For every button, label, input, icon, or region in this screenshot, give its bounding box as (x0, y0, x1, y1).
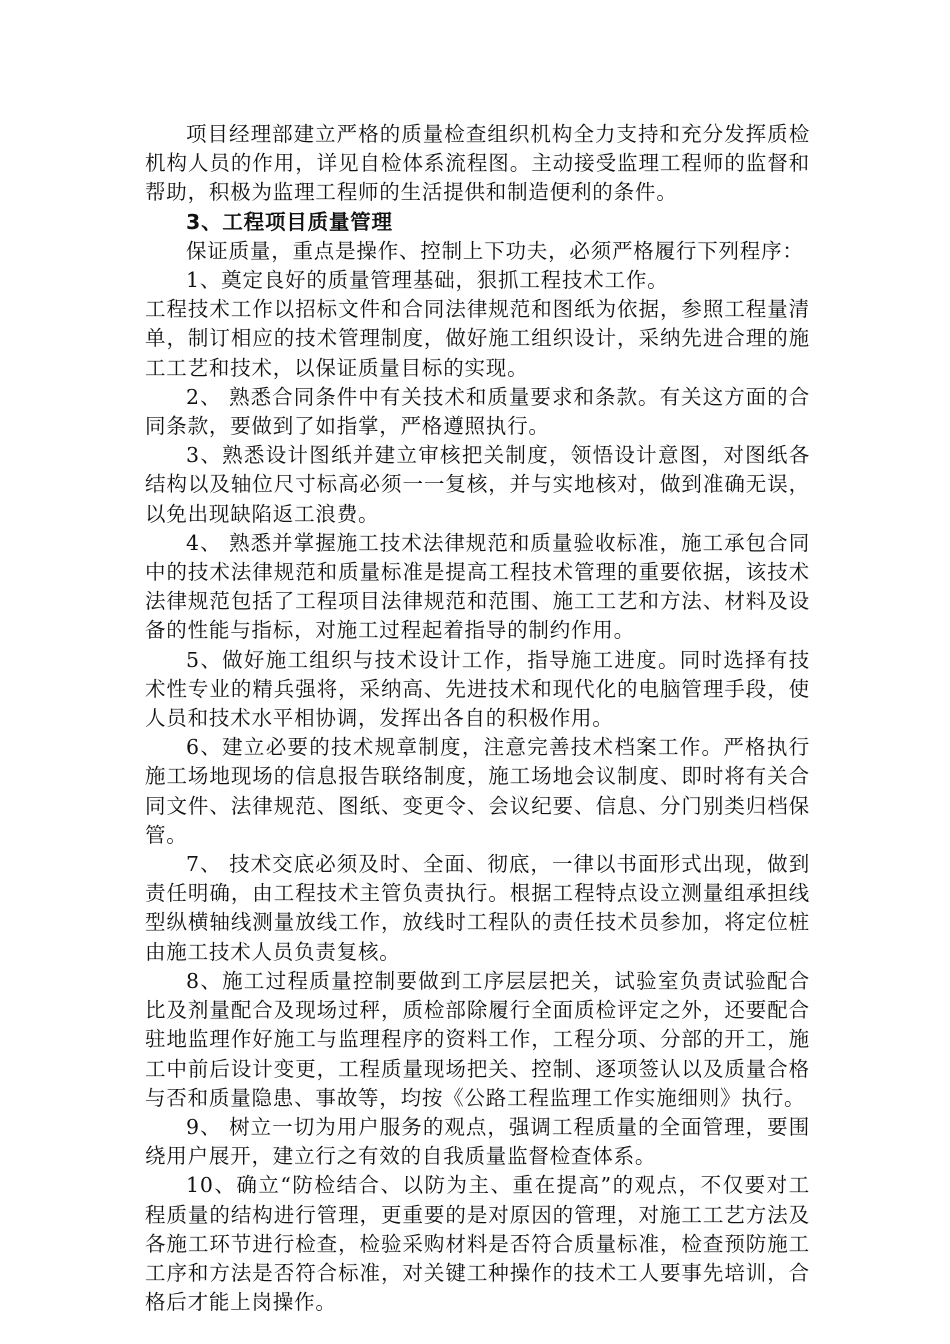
item-7-paragraph: 7、 技术交底必须及时、全面、彻底，一律以书面形式出现，做到责任明确，由工程技术主管负责执行。根据工程特点设立测量组承担线型纵横轴线测量放线工作，放线时工程队的责任技术员参加，将定位桩由施工技术人员负责复核。 (145, 852, 810, 964)
item-1-title: 1、奠定良好的质量管理基础，狠抓工程技术工作。 (186, 268, 669, 293)
item-1-body: 工程技术工作以招标文件和合同法律规范和图纸为依据，参照工程量清单，制订相应的技术管理制度，做好施工组织设计，采纳先进合理的施工工艺和技术，以保证质量目标的实现。 (145, 297, 810, 380)
document-page (145, 120, 810, 1317)
item-3-paragraph: 3、熟悉设计图纸并建立审核把关制度，领悟设计意图，对图纸各结构以及轴位尺寸标高必须一一复核，并与实地核对，做到准确无误，以免出现缺陷返工浪费。 (145, 443, 810, 526)
intro-paragraph: 项目经理部建立严格的质量检查组织机构全力支持和充分发挥质检机构人员的作用，详见自检体系流程图。主动接受监理工程师的监督和帮助，积极为监理工程师的生活提供和制造便利的条件。 (145, 122, 810, 205)
lead-paragraph: 保证质量，重点是操作、控制上下功夫，必须严格履行下列程序： (186, 238, 804, 263)
item-8-paragraph: 8、施工过程质量控制要做到工序层层把关，试验室负责试验配合比及剂量配合及现场过秤，质检部除履行全面质检评定之外，还要配合驻地监理作好施工与监理程序的资料工作，工程分项、分部的开工，施工中前后设计变更，工程质量现场把关、控制、逐项签认以及质量合格与否和质量隐患、事故等，均按《公路工程监理工作实施细则》执行。 (145, 968, 810, 1110)
item-10-paragraph: 10、确立“防检结合、以防为主、重在提高”的观点，不仅要对工程质量的结构进行管理，更重要的是对原因的管理，对施工工艺方法及各施工环节进行检查，检验采购材料是否符合质量标准，检查预防施工工序和方法是否符合标准，对关键工种操作的技术工人要事先培训，合格后才能上岗操作。 (145, 1173, 810, 1315)
item-9-paragraph: 9、 树立一切为用户服务的观点，强调工程质量的全面管理，要围绕用户展开，建立行之有效的自我质量监督检查体系。 (145, 1114, 810, 1169)
item-6-paragraph: 6、建立必要的技术规章制度，注意完善技术档案工作。严格执行施工场地现场的信息报告联络制度，施工场地会议制度、即时将有关合同文件、法律规范、图纸、变更令、会议纪要、信息、分门别类归档保管。 (145, 735, 810, 847)
item-5-paragraph: 5、做好施工组织与技术设计工作，指导施工进度。同时选择有技术性专业的精兵强将，采纳高、先进技术和现代化的电脑管理手段，使人员和技术水平相协调，发挥出各自的积极作用。 (145, 647, 810, 731)
item-2-paragraph: 2、 熟悉合同条件中有关技术和质量要求和条款。有关这方面的合同条款，要做到了如指掌，严格遵照执行。 (145, 384, 810, 439)
section-heading: 3、工程项目质量管理 (186, 209, 393, 234)
item-4-paragraph: 4、 熟悉并掌握施工技术法律规范和质量验收标准，施工承包合同中的技术法律规范和质量标准是提高工程技术管理的重要依据，该技术法律规范包括了工程项目法律规范和范围、施工工艺和方法、材料及设备的性能与指标，对施工过程起着指导的制约作用。 (145, 530, 810, 643)
